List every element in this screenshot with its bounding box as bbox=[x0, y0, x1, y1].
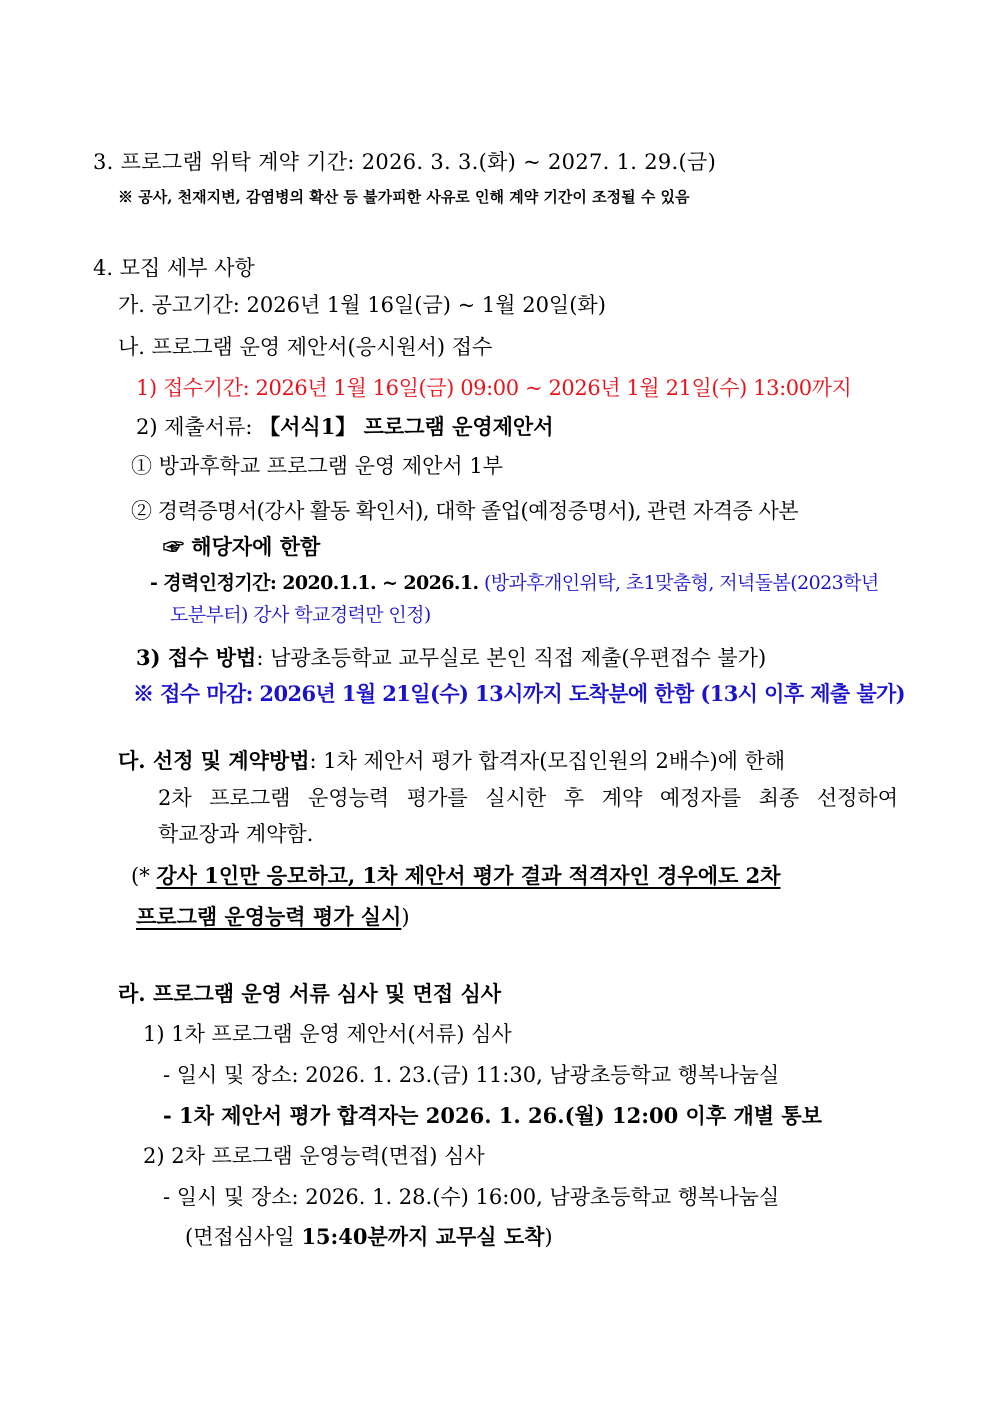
section4-ga: 가. 공고기간: 2026년 1월 16일(금) ~ 1월 20일(화) bbox=[118, 293, 606, 317]
section3-title: 3. 프로그램 위탁 계약 기간: 2026. 3. 3.(화) ~ 2027. 1. 29.(금) bbox=[93, 150, 717, 174]
single-applicant-note-close: ) bbox=[401, 905, 410, 929]
section4-na-title: 나. 프로그램 운영 제안서(응시원서) 접수 bbox=[118, 335, 493, 359]
single-applicant-note bbox=[131, 862, 898, 890]
single-applicant-note-line2: 프로그램 운영능력 평가 실시 bbox=[136, 904, 402, 929]
career-period-detail-1: (방과후개인위탁, 초1맞춤형, 저녁돌봄(2023학년 bbox=[478, 572, 879, 594]
receipt-period: 1) 접수기간: 2026년 1월 16일(금) 09:00 ~ 2026년 1월 21일(수) 13:00까지 bbox=[136, 376, 852, 400]
receipt-method-label: 3) 접수 방법 bbox=[136, 645, 257, 670]
second-review-schedule: - 일시 및 장소: 2026. 1. 28.(수) 16:00, 남광초등학교 행복나눔실 bbox=[163, 1185, 780, 1209]
single-applicant-note-cont bbox=[136, 903, 410, 931]
doc-item-1: ① 방과후학교 프로그램 운영 제안서 1부 bbox=[131, 454, 504, 478]
receipt-method-detail: : 남광초등학교 교무실로 본인 직접 제출(우편접수 불가) bbox=[256, 646, 767, 670]
career-period-label: - 경력인정기간: 2020.1.1. ~ 2026.1. bbox=[150, 572, 479, 594]
doc-item-2-note: ☞ 해당자에 한함 bbox=[163, 534, 321, 559]
first-review-title: 1) 1차 프로그램 운영 제안서(서류) 심사 bbox=[143, 1022, 512, 1046]
second-review-arrival-time: 15:40분까지 교무실 도착 bbox=[301, 1224, 545, 1249]
selection-method bbox=[118, 747, 898, 775]
second-review-arrival-close: ) bbox=[544, 1225, 553, 1249]
second-review-title: 2) 2차 프로그램 운영능력(면접) 심사 bbox=[143, 1144, 485, 1168]
deadline-note: ※ 접수 마감: 2026년 1월 21일(수) 13시까지 도착분에 한함 (13시 이후 제출 불가) bbox=[133, 681, 906, 706]
submit-docs-label: 2) 제출서류: bbox=[136, 415, 260, 439]
doc-item-2: ② 경력증명서(강사 활동 확인서), 대학 졸업(예정증명서), 관련 자격증 사본 bbox=[131, 499, 799, 523]
selection-method-line1: : 1차 제안서 평가 합격자(모집인원의 2배수)에 한해 bbox=[309, 749, 786, 773]
selection-method-line2: 2차 프로그램 운영능력 평가를 실시한 후 계약 예정자를 최종 선정하여 bbox=[158, 786, 898, 810]
section4-ra-title: 라. 프로그램 운영 서류 심사 및 면접 심사 bbox=[118, 981, 502, 1006]
submit-docs bbox=[136, 413, 554, 441]
selection-method-label: 다. 선정 및 계약방법 bbox=[118, 748, 310, 773]
submit-docs-form: 【서식1】 프로그램 운영제안서 bbox=[259, 414, 554, 439]
second-review-arrival bbox=[185, 1223, 553, 1251]
first-review-notice: - 1차 제안서 평가 합격자는 2026. 1. 26.(월) 12:00 이후 개별 통보 bbox=[163, 1103, 822, 1128]
career-period-detail-2: 도분부터) 강사 학교경력만 인정) bbox=[170, 604, 431, 626]
second-review-arrival-open: (면접심사일 bbox=[185, 1225, 302, 1249]
single-applicant-note-open: (* bbox=[131, 864, 157, 888]
section4-title: 4. 모집 세부 사항 bbox=[93, 256, 255, 280]
section3-note: ※ 공사, 천재지변, 감염병의 확산 등 불가피한 사유로 인해 계약 기간이 조정될 수 있음 bbox=[118, 188, 690, 206]
first-review-schedule: - 일시 및 장소: 2026. 1. 23.(금) 11:30, 남광초등학교 행복나눔실 bbox=[163, 1063, 780, 1087]
selection-method-line3: 학교장과 계약함. bbox=[158, 822, 314, 846]
receipt-method bbox=[136, 644, 766, 672]
single-applicant-note-line1: 강사 1인만 응모하고, 1차 제안서 평가 결과 적격자인 경우에도 2차 bbox=[156, 863, 781, 888]
career-period bbox=[150, 569, 879, 597]
